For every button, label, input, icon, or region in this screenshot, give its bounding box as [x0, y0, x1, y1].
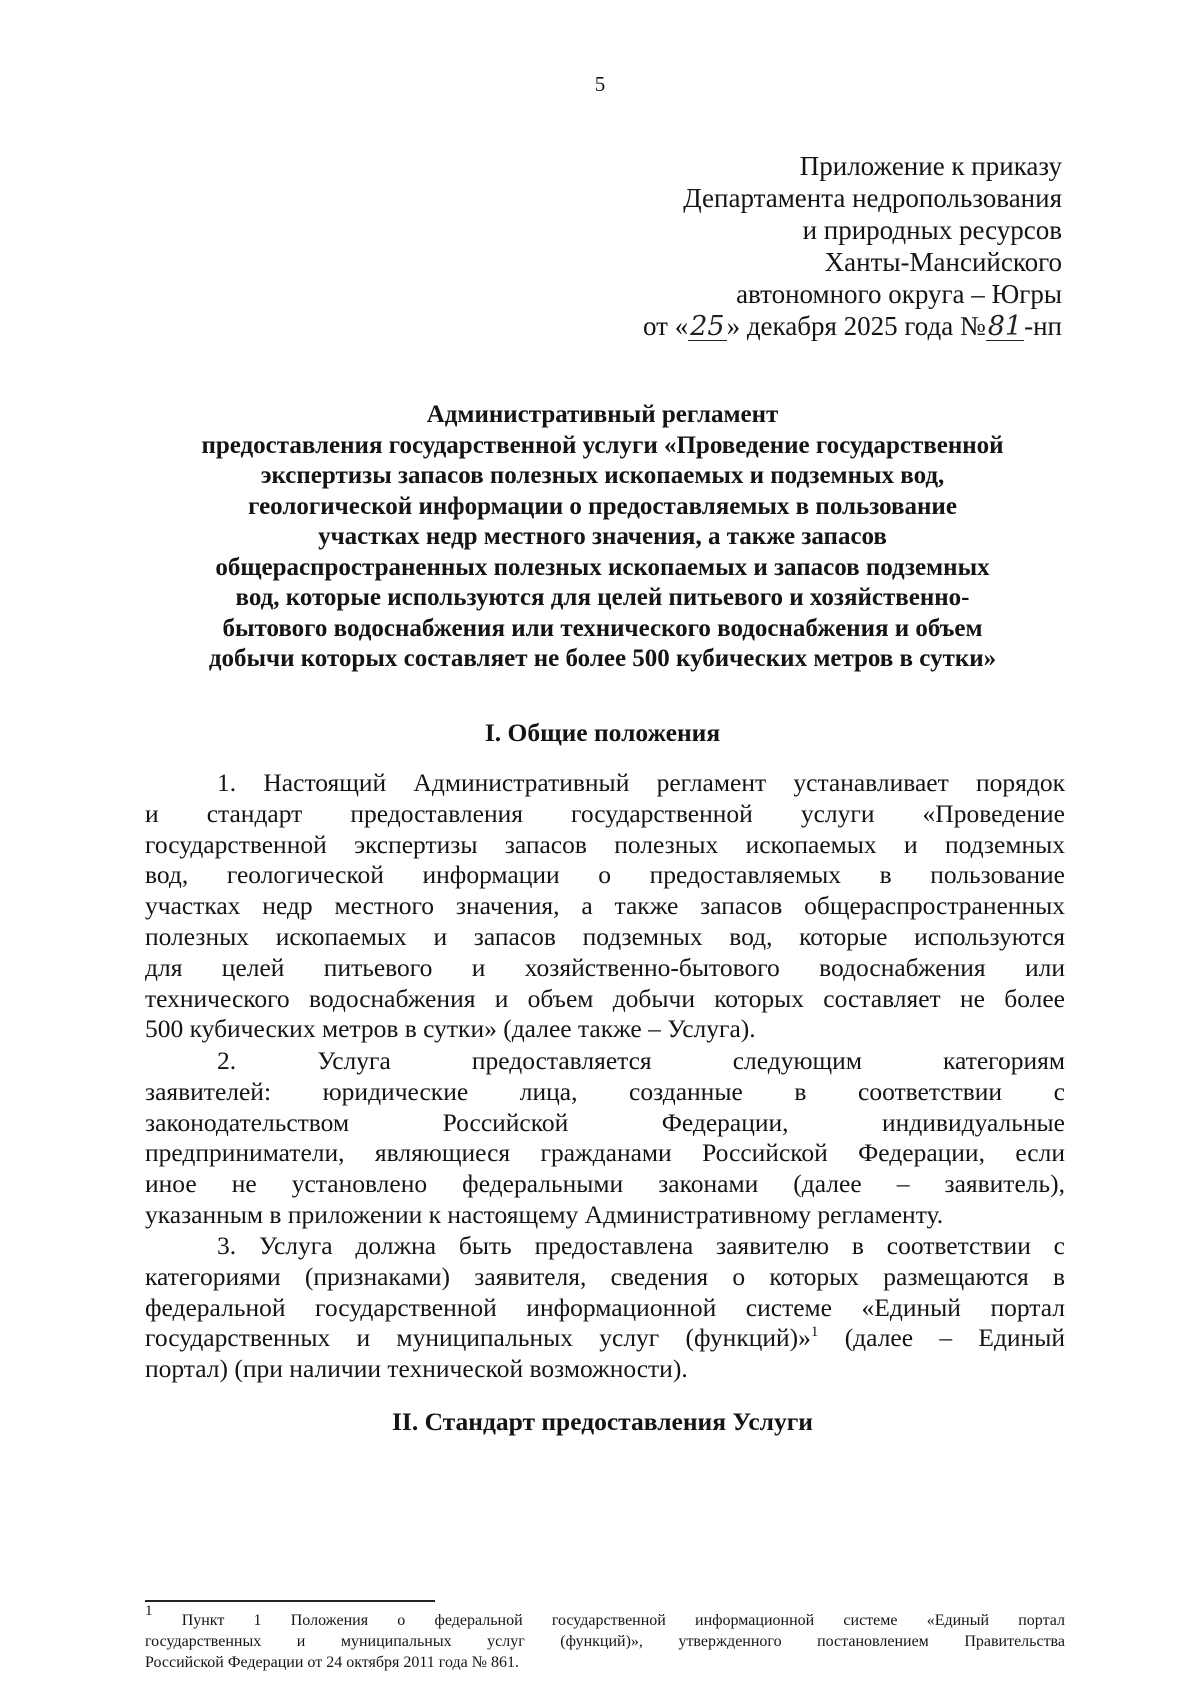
- title-line: добычи которых составляет не более 500 кубических метров в сутки»: [208, 645, 997, 672]
- text-line: вод, геологической информации о предоставляемых в пользование: [145, 860, 1065, 890]
- title-line: Административный регламент: [426, 401, 779, 428]
- footnote-reference: 1: [810, 1324, 819, 1341]
- approval-block: [643, 150, 1062, 342]
- footnote-line: государственных и муниципальных услуг (функций)», утвержденного постановлением Правительства: [145, 1633, 1065, 1650]
- text-line: портал) (при наличии технической возможности).: [145, 1354, 688, 1384]
- document-title: [140, 400, 1065, 675]
- text-line: технического водоснабжения и объем добычи которых составляет не более: [145, 983, 1065, 1013]
- title-line: вод, которые используются для целей питьевого и хозяйственно-: [235, 584, 970, 611]
- approval-line: Департамента недропользования: [683, 183, 1062, 213]
- text-line: иное не установлено федеральными законами (далее – заявитель),: [145, 1169, 1065, 1199]
- text-line: 2. Услуга предоставляется следующим категориям: [217, 1046, 1065, 1075]
- footnote-line: [145, 1603, 1065, 1631]
- footnote-line: Российской Федерации от 24 октября 2011 года № 861.: [145, 1654, 520, 1671]
- title-line: участках недр местного значения, а также запасов: [318, 523, 887, 550]
- approval-line: и природных ресурсов: [802, 215, 1062, 245]
- title-line: общераспространенных полезных ископаемых и запасов подземных: [215, 553, 990, 581]
- section-heading-general: I. Общие положения: [484, 718, 721, 747]
- paragraph-2: [145, 1046, 1065, 1231]
- footnote-text: Пункт 1 Положения о федеральной государственной информационной системе «Единый портал: [152, 1612, 1065, 1629]
- text-line: государственной экспертизы запасов полезных ископаемых и подземных: [145, 829, 1065, 859]
- section-heading-standard: II. Стандарт предоставления Услуги: [392, 1407, 813, 1436]
- text-line: и стандарт предоставления государственной услуги «Проведение: [145, 798, 1065, 828]
- text-line: указанным в приложении к настоящему Административному регламенту.: [145, 1199, 944, 1229]
- text-segment: (далее – Единый: [818, 1323, 1065, 1353]
- text-line: для целей питьевого и хозяйственно-бытового водоснабжения или: [145, 952, 1065, 982]
- text-line: категориями (признаками) заявителя, сведения о которых размещаются в: [145, 1261, 1065, 1291]
- text-segment: государственных и муниципальных услуг (функций)»: [145, 1323, 811, 1353]
- paragraph-3: [145, 1231, 1065, 1385]
- approval-date-line: [643, 310, 1062, 342]
- handwritten-day: 25: [690, 311, 725, 342]
- date-middle: » декабря 2025 года №: [726, 311, 986, 341]
- text-line: 500 кубических метров в сутки» (далее также – Услуга).: [145, 1014, 756, 1044]
- approval-line: автономного округа – Югры: [736, 279, 1062, 309]
- text-line: заявителей: юридические лица, созданные в соответствии с: [145, 1076, 1065, 1106]
- paragraph-1: [145, 768, 1065, 1045]
- title-line: бытового водоснабжения или технического водоснабжения и объем: [222, 614, 983, 642]
- text-line: 1. Настоящий Административный регламент устанавливает порядок: [217, 768, 1065, 797]
- text-line: предприниматели, являющиеся гражданами Российской Федерации, если: [145, 1138, 1065, 1168]
- date-prefix: от «: [643, 311, 689, 341]
- approval-line: Приложение к приказу: [799, 151, 1062, 181]
- title-line: экспертизы запасов полезных ископаемых и подземных вод,: [260, 462, 945, 489]
- title-line: предоставления государственной услуги «Проведение государственной: [201, 431, 1004, 459]
- title-line: геологической информации о предоставляемых в пользование: [248, 492, 957, 520]
- text-line: законодательством Российской Федерации, индивидуальные: [145, 1107, 1065, 1137]
- footnote-marker: 1: [145, 1603, 153, 1619]
- footnote-separator: [145, 1600, 435, 1602]
- text-line: федеральной государственной информационной системе «Единый портал: [145, 1292, 1065, 1322]
- footnote: [145, 1603, 1065, 1673]
- page-number: 5: [594, 72, 606, 96]
- text-line: 3. Услуга должна быть предоставлена заявителю в соответствии с: [217, 1231, 1065, 1260]
- handwritten-number: 81: [987, 311, 1023, 342]
- text-line: участках недр местного значения, а также запасов общераспространенных: [145, 891, 1065, 921]
- text-line: полезных ископаемых и запасов подземных вод, которые используются: [145, 921, 1065, 951]
- approval-line: Ханты-Мансийского: [824, 247, 1062, 277]
- text-line-with-footnote: [145, 1323, 1065, 1354]
- number-suffix: -нп: [1024, 311, 1062, 341]
